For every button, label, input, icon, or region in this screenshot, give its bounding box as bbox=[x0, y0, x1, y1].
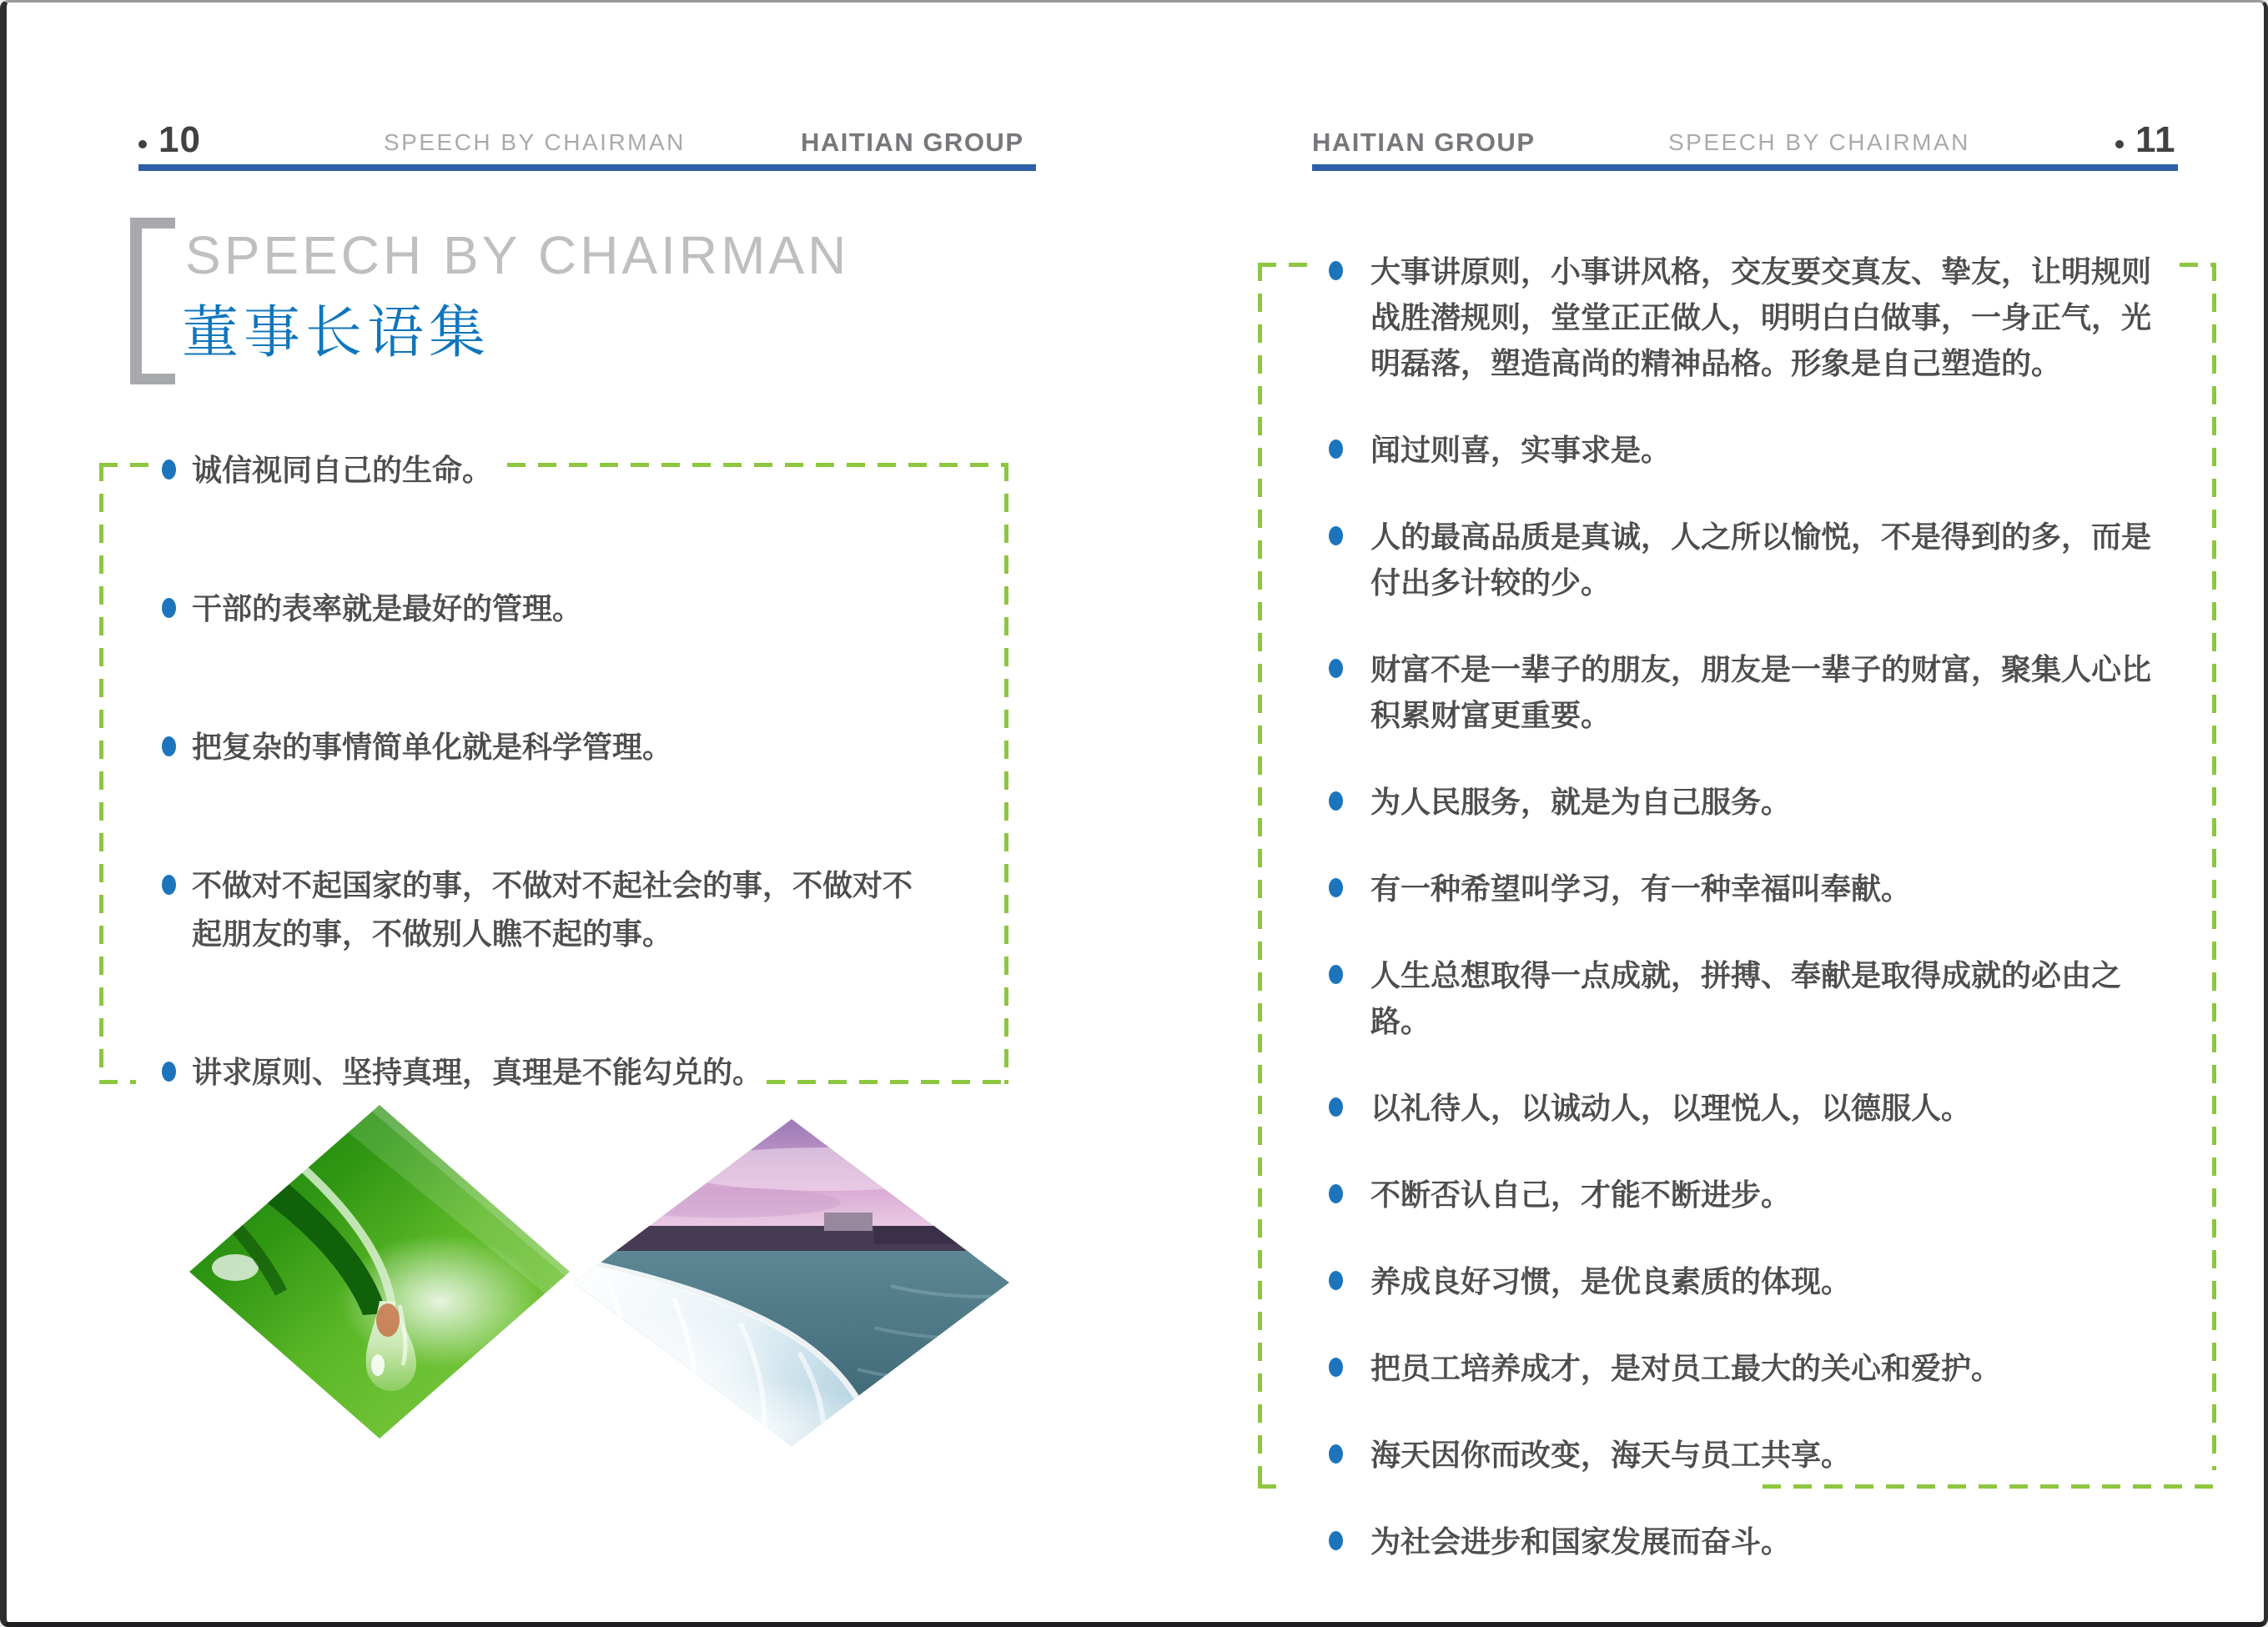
header-brand-right: HAITIAN GROUP bbox=[1312, 128, 1536, 157]
dashed-border-bottom-stub bbox=[1258, 1484, 1286, 1489]
quote-item bbox=[1329, 427, 2155, 473]
bullet-dot-icon bbox=[1329, 1444, 1343, 1464]
quote-text: 以礼待人，以诚动人，以理悦人，以德服人。 bbox=[1370, 1091, 1972, 1125]
quote-text: 讲求原则、坚持真理，真理是不能勾兑的。 bbox=[192, 1055, 763, 1089]
quote-text: 有一种希望叫学习，有一种幸福叫奉献。 bbox=[1370, 871, 1912, 906]
section-title-en: SPEECH BY CHAIRMAN bbox=[185, 225, 850, 285]
header-brand-left: HAITIAN GROUP bbox=[801, 128, 1024, 157]
bullet-dot-icon bbox=[1329, 439, 1343, 459]
page-right bbox=[7, 3, 2264, 1622]
page-number-value: 10 bbox=[158, 119, 201, 160]
bullet-dot-icon bbox=[1329, 791, 1343, 811]
quote-text: 人生总想取得一点成就，拼搏、奉献是取得成就的必由之路。 bbox=[1370, 958, 2122, 1038]
header-title-right: SPEECH BY CHAIRMAN bbox=[1668, 129, 1970, 155]
quote-text: 为人民服务，就是为自己服务。 bbox=[1370, 785, 1792, 819]
quote-item bbox=[1329, 1172, 2155, 1218]
quote-text: 诚信视同自己的生命。 bbox=[192, 453, 493, 487]
header-title-left: SPEECH BY CHAIRMAN bbox=[384, 129, 686, 155]
quote-text: 干部的表率就是最好的管理。 bbox=[192, 591, 583, 625]
quote-text: 养成良好习惯，是优良素质的体现。 bbox=[1370, 1264, 1852, 1298]
quote-item bbox=[1329, 1085, 2155, 1131]
bullet-dot-icon bbox=[1329, 526, 1343, 545]
bullet-dot-icon bbox=[1329, 1531, 1343, 1550]
quote-item bbox=[1329, 866, 2155, 911]
section-title-cn: 董事长语集 bbox=[182, 301, 491, 364]
bullet-dot-icon bbox=[1329, 1271, 1343, 1290]
page-number-dot-icon bbox=[2115, 140, 2124, 148]
dashed-border-top bbox=[2180, 263, 2216, 267]
quote-text: 海天因你而改变，海天与员工共享。 bbox=[1370, 1438, 1852, 1472]
bullet-dot-icon bbox=[1329, 965, 1343, 984]
page-number-right bbox=[2115, 119, 2176, 161]
quote-text: 人的最高品质是真诚，人之所以愉悦，不是得到的多，而是付出多计较的少。 bbox=[1370, 520, 2152, 600]
quote-text: 不断否认自己，才能不断进步。 bbox=[1370, 1178, 1792, 1212]
quote-item bbox=[1329, 514, 2155, 605]
quote-item bbox=[1329, 1432, 2155, 1478]
quote-text: 财富不是一辈子的朋友，朋友是一辈子的财富，聚集人心比积累财富更重要。 bbox=[1370, 652, 2152, 732]
bullet-dot-icon bbox=[1329, 878, 1343, 897]
bullet-dot-icon bbox=[1329, 1358, 1343, 1377]
quote-text: 把员工培养成才，是对员工最大的关心和爱护。 bbox=[1370, 1351, 2002, 1385]
quote-item bbox=[1329, 1345, 2155, 1391]
quote-text: 为社会进步和国家发展而奋斗。 bbox=[1370, 1524, 1792, 1559]
dashed-border-left bbox=[1258, 263, 1262, 1489]
bullet-dot-icon bbox=[1329, 261, 1343, 280]
header-rule-right bbox=[1312, 164, 2178, 171]
page-number-value: 11 bbox=[2135, 119, 2176, 160]
bullet-dot-icon bbox=[1329, 659, 1343, 678]
quote-box-right bbox=[1258, 254, 2216, 1559]
quote-item bbox=[1329, 952, 2155, 1044]
quote-text: 闻过则喜，实事求是。 bbox=[1370, 433, 1672, 467]
dashed-border-right bbox=[2212, 263, 2216, 1470]
quote-item bbox=[1329, 1258, 2155, 1304]
quote-item bbox=[1329, 1519, 2155, 1564]
quote-item bbox=[1329, 646, 2155, 738]
quote-item bbox=[1329, 249, 2155, 386]
bullet-dot-icon bbox=[1329, 1184, 1343, 1203]
bullet-dot-icon bbox=[1329, 1097, 1343, 1117]
quote-text: 把复杂的事情简单化就是科学管理。 bbox=[192, 730, 673, 764]
quote-item bbox=[1329, 779, 2155, 825]
quote-list-right bbox=[1329, 249, 2155, 1564]
quote-text: 大事讲原则，小事讲风格，交友要交真友、挚友，让明规则战胜潜规则，堂堂正正做人，明明白白做事，一身正气，光明磊落，塑造高尚的精神品格。形象是自己塑造的。 bbox=[1370, 254, 2152, 380]
dashed-border-top-stub bbox=[1258, 263, 1310, 267]
quote-text: 不做对不起国家的事，不做对不起社会的事，不做对不起朋友的事，不做别人瞧不起的事。 bbox=[192, 868, 913, 951]
